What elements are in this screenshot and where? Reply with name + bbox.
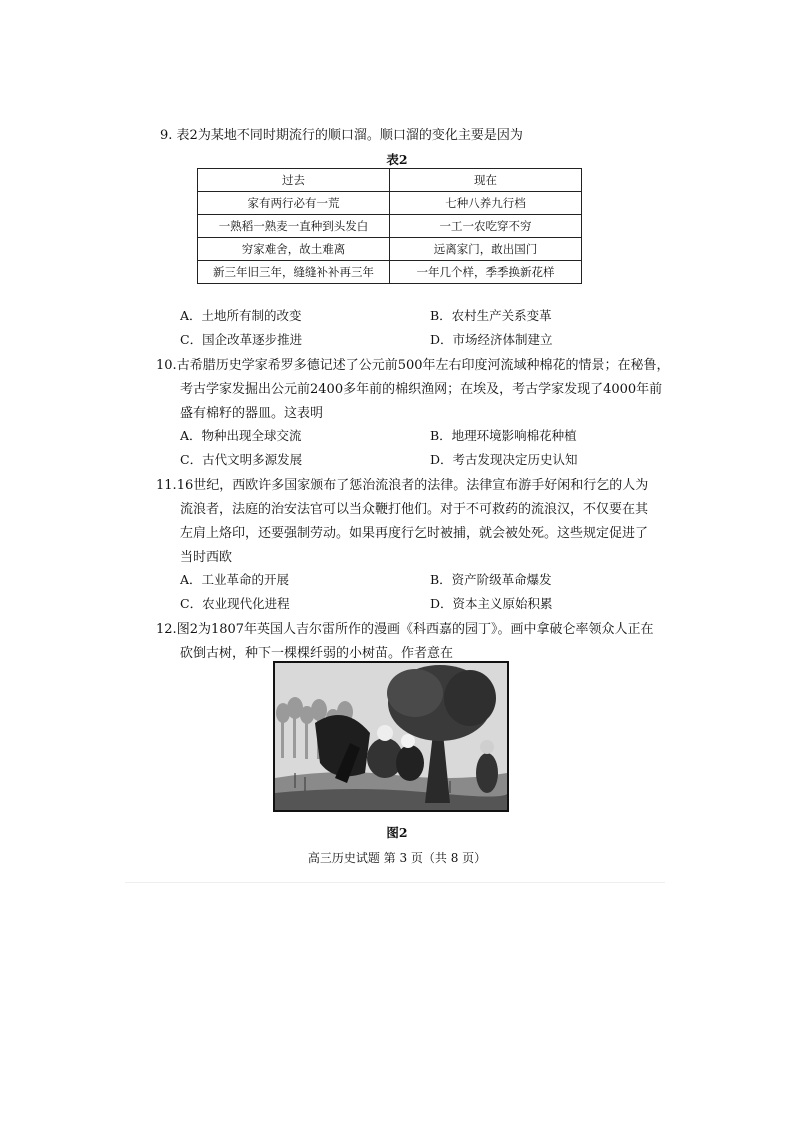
table2-caption: 表2: [386, 152, 408, 167]
q9-option-a[interactable]: A．土地所有制的改变: [180, 308, 302, 323]
q10-line-2: 考古学家发掘出公元前2400多年前的棉织渔网；在埃及，考古学家发现了4000年前: [180, 382, 663, 397]
q12-line-1: [156, 618, 654, 637]
table-cell: 远离家门，敢出国门: [390, 238, 582, 261]
table-row: [198, 261, 582, 284]
table-cell: 一工一农吃穿不穷: [390, 215, 582, 238]
table2: [197, 168, 582, 284]
q11-line-4: 当时西欧: [180, 550, 233, 565]
table-cell: 一年几个样，季季换新花样: [390, 261, 582, 284]
q9-option-d[interactable]: D．市场经济体制建立: [430, 332, 553, 347]
cartoon-illustration: [275, 663, 507, 810]
q9-stem: [160, 124, 523, 143]
table-cell: 穷家难舍，故土难离: [198, 238, 390, 261]
cartoon-figure: [273, 661, 509, 812]
q12-line-2: 砍倒古树，种下一棵棵纤弱的小树苗。作者意在: [180, 646, 454, 661]
q11-number: 11.: [156, 478, 177, 493]
q9-option-b[interactable]: B．农村生产关系变革: [430, 308, 552, 323]
table-header-row: [198, 169, 582, 192]
q11-line-1: [156, 474, 648, 493]
q11-line-3: 左肩上烙印，还要强制劳动。如果再度行乞时被捕，就会被处死。这些规定促进了: [180, 526, 649, 541]
q12-text-1: 图2为1807年英国人吉尔雷所作的漫画《科西嘉的园丁》。画中拿破仑率领众人正在: [176, 622, 654, 637]
table-cell: 一熟稻一熟麦一直种到头发白: [198, 215, 390, 238]
table-row: [198, 192, 582, 215]
q11-option-c[interactable]: C．农业现代化进程: [180, 596, 290, 611]
table-row: [198, 215, 582, 238]
q9-stem-text: 表2为某地不同时期流行的顺口溜。顺口溜的变化主要是因为: [176, 128, 523, 143]
table-cell: 家有两行必有一荒: [198, 192, 390, 215]
table-header-now: 现在: [390, 169, 582, 192]
table-cell: 新三年旧三年，缝缝补补再三年: [198, 261, 390, 284]
page-divider: [125, 882, 665, 883]
q11-text-1: 16世纪，西欧许多国家颁布了惩治流浪者的法律。法律宣布游手好闲和行乞的人为: [176, 478, 649, 493]
q10-number: 10.: [156, 358, 177, 373]
q9-option-c[interactable]: C．国企改革逐步推进: [180, 332, 303, 347]
q10-option-d[interactable]: D．考古发现决定历史认知: [430, 452, 578, 467]
q11-line-2: 流浪者，法庭的治安法官可以当众鞭打他们。对于不可救药的流浪汉，不仅要在其: [180, 502, 649, 517]
table-row: [198, 238, 582, 261]
q10-line-1: [156, 354, 670, 373]
q11-option-a[interactable]: A．工业革命的开展: [180, 572, 290, 587]
q9-number: 9.: [160, 128, 173, 143]
q10-option-c[interactable]: C．古代文明多源发展: [180, 452, 303, 467]
q10-option-a[interactable]: A．物种出现全球交流: [180, 428, 302, 443]
page-footer: 高三历史试题 第 3 页（共 8 页）: [307, 851, 487, 865]
q10-line-3: 盛有棉籽的器皿。这表明: [180, 406, 324, 421]
q10-text-1: 古希腊历史学家希罗多德记述了公元前500年左右印度河流域种棉花的情景；在秘鲁，: [176, 358, 670, 373]
q10-option-b[interactable]: B．地理环境影响棉花种植: [430, 428, 577, 443]
q12-number: 12.: [156, 622, 177, 637]
q11-option-b[interactable]: B．资产阶级革命爆发: [430, 572, 552, 587]
figure2-caption: 图2: [386, 825, 408, 840]
table-header-past: 过去: [198, 169, 390, 192]
q11-option-d[interactable]: D．资本主义原始积累: [430, 596, 553, 611]
table-cell: 七种八养九行档: [390, 192, 582, 215]
